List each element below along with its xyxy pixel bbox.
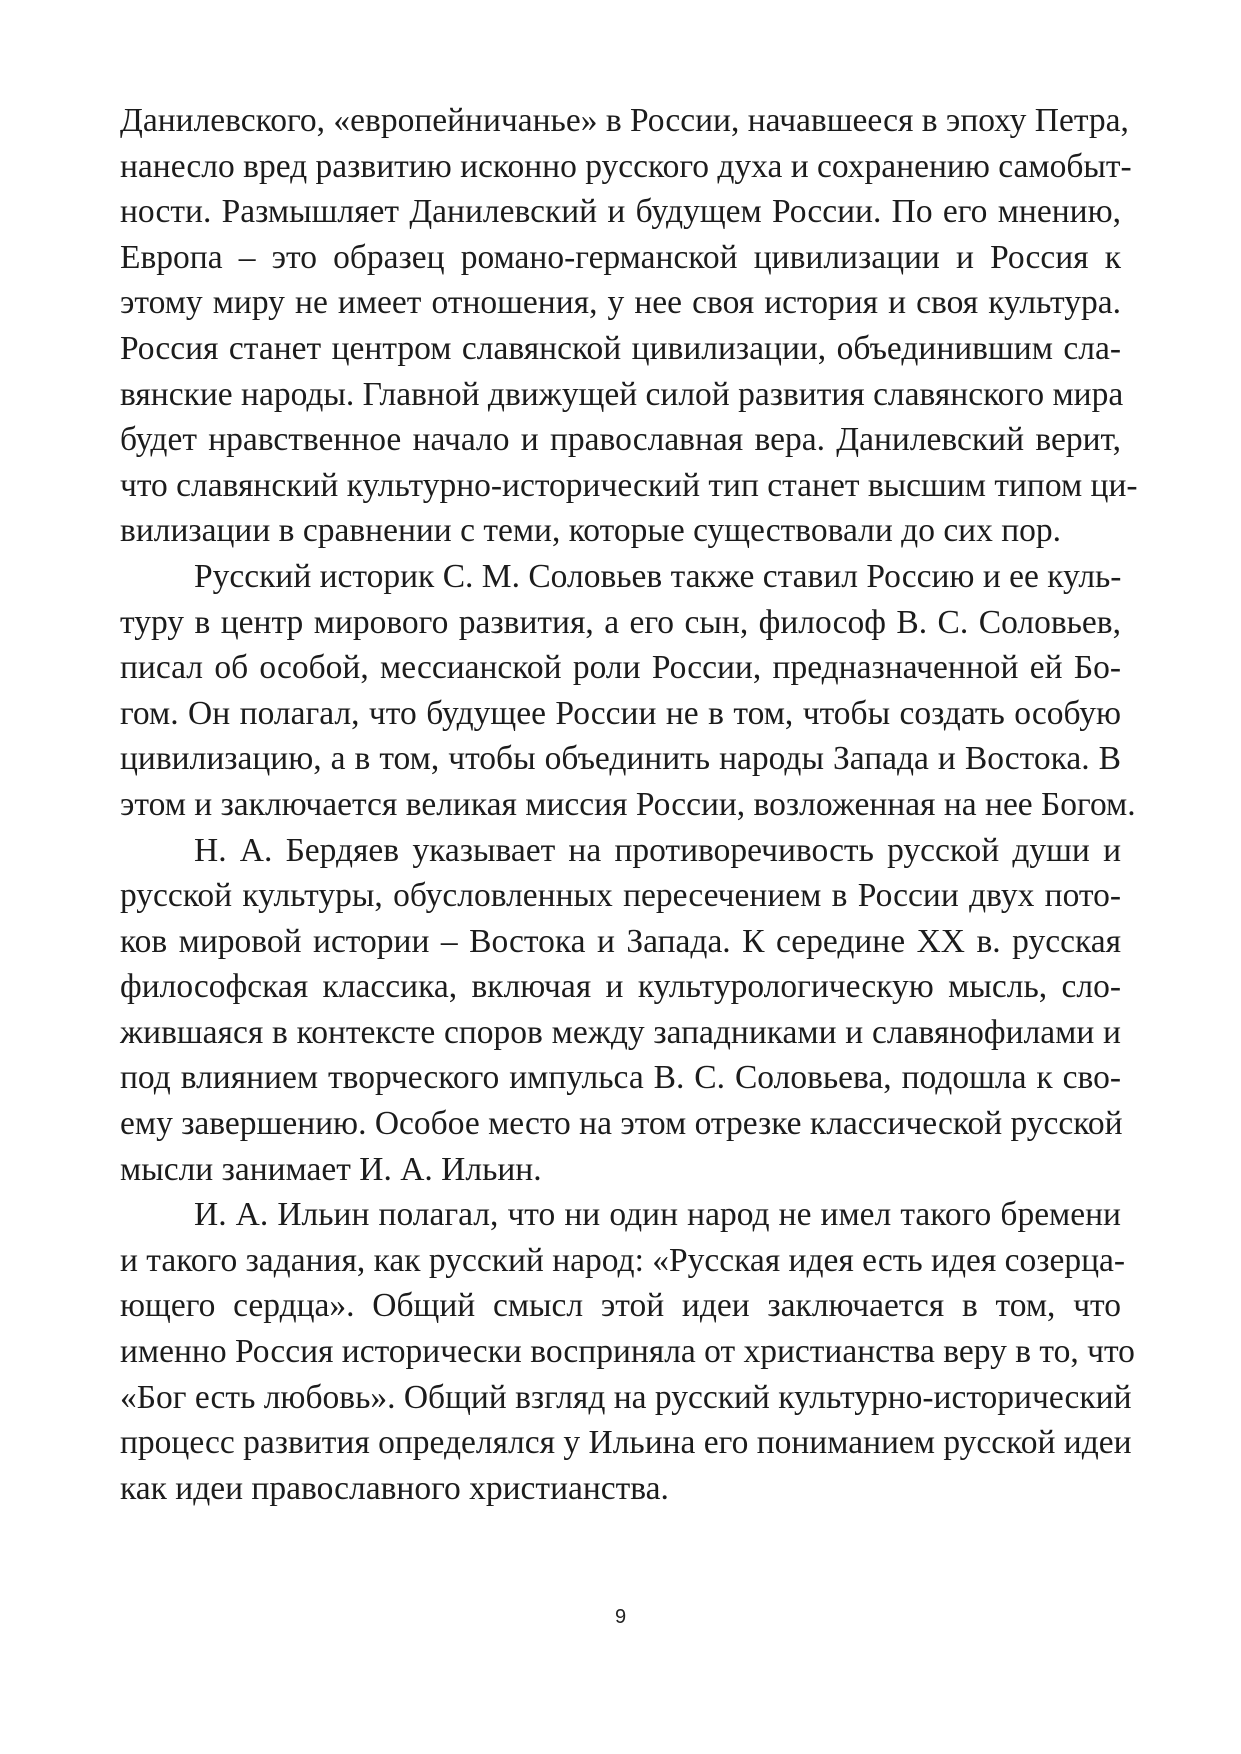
paragraph-ilyin bbox=[120, 1192, 1135, 1511]
text-line: именно Россия исторически восприняла от христианства веру в то, что bbox=[120, 1333, 1135, 1371]
text-line: мысли занимает И. А. Ильин. bbox=[120, 1150, 542, 1188]
text-line: Данилевского, «европейничанье» в России, начавшееся в эпоху Петра, bbox=[120, 102, 1129, 139]
paragraph-berdyaev bbox=[120, 828, 1121, 1193]
text-line: вянские народы. Главной движущей силой развития славянского мира bbox=[120, 375, 1124, 413]
paragraph-solovyov bbox=[120, 554, 1136, 828]
text-line: И. А. Ильин полагал, что ни один народ не имел такого бремени bbox=[194, 1196, 1121, 1234]
text-line: Русский историк С. М. Соловьев также ставил Россию и ее куль- bbox=[194, 557, 1122, 595]
text-line: что славянский культурно-исторический тип станет высшим типом ци- bbox=[120, 466, 1138, 504]
page-number: 9 bbox=[614, 1606, 627, 1628]
text-line: жившаяся в контексте споров между западниками и славянофилами и bbox=[120, 1013, 1121, 1051]
text-line: и такого задания, как русский народ: «Русская идея есть идея созерца- bbox=[120, 1241, 1126, 1279]
text-line: философская классика, включая и культурологическую мысль, сло- bbox=[120, 968, 1121, 1006]
text-line: ющего сердца». Общий смысл этой идеи заключается в том, что bbox=[120, 1287, 1121, 1325]
text-line: под влиянием творческого импульса В. С. Соловьева, подошла к сво- bbox=[120, 1059, 1121, 1097]
text-line: цивилизацию, а в том, чтобы объединить народы Запада и Востока. В bbox=[120, 740, 1121, 778]
text-line: писал об особой, мессианской роли России, предназначенной ей Бо- bbox=[120, 649, 1121, 687]
text-line: нанесло вред развитию исконно русского духа и сохранению самобыт- bbox=[120, 147, 1132, 185]
text-line: ков мировой истории – Востока и Запада. К середине XX в. русская bbox=[120, 922, 1121, 960]
text-line: Н. А. Бердяев указывает на противоречивость русской души и bbox=[194, 831, 1121, 869]
text-line: Европа – это образец романо-германской цивилизации и Россия к bbox=[120, 238, 1121, 276]
page-body bbox=[120, 98, 1138, 1511]
text-line: вилизации в сравнении с теми, которые существовали до сих пор. bbox=[120, 512, 1062, 550]
text-line: ности. Размышляет Данилевский и будущем России. По его мнению, bbox=[120, 193, 1121, 231]
text-line: русской культуры, обусловленных пересечением в России двух пото- bbox=[120, 877, 1121, 915]
paragraph-danilevsky bbox=[120, 98, 1138, 554]
text-line: этом и заключается великая миссия России, возложенная на нее Богом. bbox=[120, 785, 1136, 823]
text-line: ему завершению. Особое место на этом отрезке классической русской bbox=[120, 1105, 1123, 1143]
text-line: будет нравственное начало и православная вера. Данилевский верит, bbox=[120, 421, 1121, 459]
text-line: этому миру не имеет отношения, у нее своя история и своя культура. bbox=[120, 284, 1121, 322]
text-line: процесс развития определялся у Ильина его пониманием русской идеи bbox=[120, 1424, 1132, 1462]
text-line: «Бог есть любовь». Общий взгляд на русский культурно-исторический bbox=[120, 1378, 1132, 1416]
text-line: гом. Он полагал, что будущее России не в том, чтобы создать особую bbox=[120, 694, 1121, 732]
text-line: туру в центр мирового развития, а его сын, философ В. С. Соловьев, bbox=[120, 603, 1121, 641]
text-line: Россия станет центром славянской цивилизации, объединившим сла- bbox=[120, 329, 1121, 367]
text-line: как идеи православного христианства. bbox=[120, 1469, 669, 1507]
